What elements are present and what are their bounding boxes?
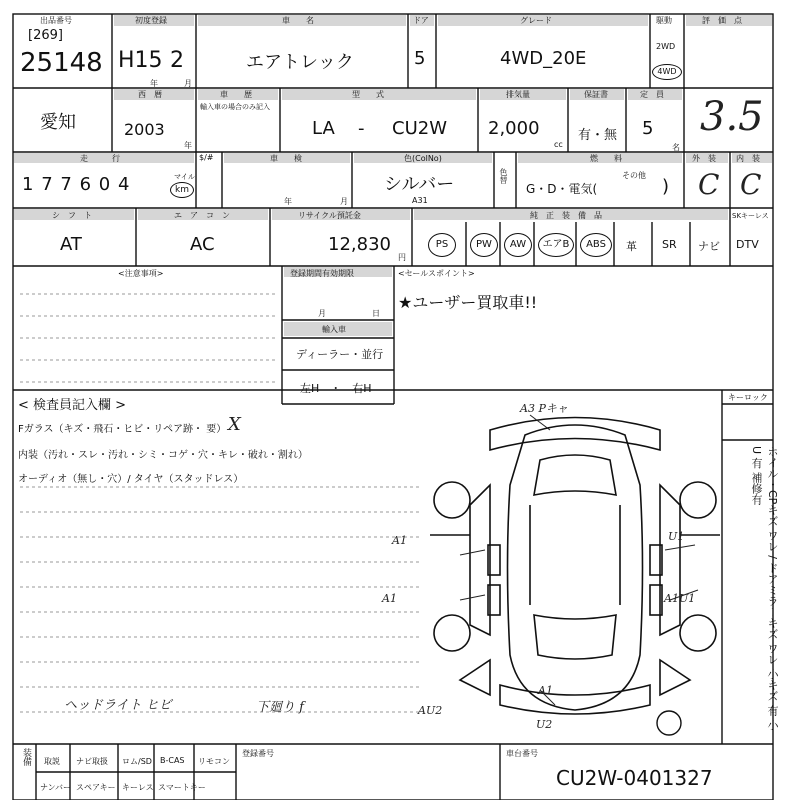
chassis-number: CU2W-0401327 xyxy=(556,766,713,790)
sales-point: ★ユーザー買取車!! xyxy=(398,293,538,312)
model-dash: - xyxy=(358,118,365,139)
first-reg-label: 初度登録 xyxy=(135,16,167,25)
damage-annotation: U1 xyxy=(668,530,685,543)
equip-item: リモコン xyxy=(198,757,230,766)
year-label: 西 暦 xyxy=(138,90,162,99)
region: 愛知 xyxy=(40,112,76,133)
damage-annotation: AU2 xyxy=(418,704,443,717)
expiry-label: 登録期間有効期限 xyxy=(290,269,354,278)
mileage-unit-top: マイル xyxy=(174,173,195,181)
damage-annotation: A1 xyxy=(538,684,553,697)
equip-item: B-CAS xyxy=(160,756,185,765)
displacement: 2,000 xyxy=(488,118,540,139)
interior: C xyxy=(740,168,762,201)
color-change: 色替 xyxy=(499,168,508,184)
first-reg-era: H15 xyxy=(118,48,163,73)
capacity-unit: 名 xyxy=(672,143,680,152)
reg-label: 車 歴 xyxy=(220,90,252,99)
exterior-label: 外 装 xyxy=(692,154,716,163)
lot-number: 25148 xyxy=(20,48,103,78)
smartkey-label: SKキーレス xyxy=(732,212,769,220)
warranty-label: 保証書 xyxy=(584,90,608,99)
displacement-label: 排気量 xyxy=(506,90,530,99)
option-abs-circled: ABS xyxy=(580,233,612,257)
mileage-digits xyxy=(22,174,130,195)
first-reg-month-unit: 月 xyxy=(184,79,192,88)
equip-label: 装備 xyxy=(21,748,31,766)
mileage-digit: 6 xyxy=(79,174,93,195)
option-leather: 革 xyxy=(626,240,637,253)
equip-item: 取説 xyxy=(44,757,60,766)
equip-item: スマートキー xyxy=(158,783,206,792)
damage-annotation: A3 Pキャ xyxy=(520,402,568,415)
s-label: $/# xyxy=(199,153,214,162)
aircon-label: エ ア コ ン xyxy=(174,211,230,220)
warranty: 有・無 xyxy=(578,128,618,143)
drive-4wd-circled: 4WD xyxy=(652,64,682,80)
reg-note: 輸入車の場合のみ記入 xyxy=(200,103,270,111)
legend-circle-icon xyxy=(654,708,684,738)
mileage-digit: 7 xyxy=(41,174,54,195)
mileage-digit: 0 xyxy=(98,174,112,195)
inspection-month: 月 xyxy=(340,197,348,206)
option-ps-circled: PS xyxy=(428,233,456,257)
equip-item: ロム/SD xyxy=(122,757,152,766)
first-reg-month: 2 xyxy=(170,48,184,73)
mileage-unit-km: km xyxy=(170,182,194,198)
import-label: 輸入車 xyxy=(322,325,346,334)
chassis-label: 車台番号 xyxy=(506,749,538,758)
equip-item: ナンバー xyxy=(40,783,72,792)
interior-label: 内 装 xyxy=(736,154,760,163)
handwritten-note-1: ヘッドライト ヒビ xyxy=(64,698,172,713)
handwritten-note-2: 下廻り f xyxy=(256,700,304,715)
fuel-other: その他 xyxy=(622,171,646,180)
recycle-label: リサイクル預託金 xyxy=(298,211,361,220)
option-airbag-circled: エアB xyxy=(538,233,574,257)
first-reg-year-unit: 年 xyxy=(150,79,158,88)
inspector-line2: 内装（汚れ・スレ・汚れ・シミ・コゲ・穴・キレ・破れ・割れ） xyxy=(18,450,308,461)
mileage-digit: 7 xyxy=(60,174,73,195)
regnum-label: 登録番号 xyxy=(242,749,274,758)
option-pw-circled: PW xyxy=(470,233,498,257)
model: CU2W xyxy=(392,118,447,139)
option-dtv: DTV xyxy=(736,238,759,251)
inspector-title: < 検査員記入欄 > xyxy=(18,398,127,413)
inspection-year: 年 xyxy=(284,197,292,206)
damage-annotation: A1U1 xyxy=(664,592,696,605)
door-label: ドア xyxy=(413,16,429,25)
shift-label: シ フ ト xyxy=(52,211,92,220)
year: 2003 xyxy=(124,120,165,139)
expiry-day: 日 xyxy=(372,309,380,318)
color-label: 色(ColNo) xyxy=(404,154,442,163)
damage-legend: ホイル・CPキズ ワレ / ドアミラーキズ ワレ 小キズ 有 小U 有 補修有 xyxy=(750,446,779,731)
color: シルバー xyxy=(384,174,455,195)
doors: 5 xyxy=(414,48,426,69)
drive-label: 駆動 xyxy=(656,16,672,25)
grade-label: グレード xyxy=(520,16,552,25)
inspector-line1-mark: X xyxy=(228,414,241,435)
mileage-label: 走 行 xyxy=(80,154,120,163)
option-aw-circled: AW xyxy=(504,233,532,257)
fuel: G・D・電気( xyxy=(526,182,598,196)
damage-annotation: U2 xyxy=(536,718,553,731)
option-sr: SR xyxy=(662,238,677,251)
equip-item: スペアキー xyxy=(76,783,116,792)
model-label: 型 式 xyxy=(352,90,384,99)
equip-item: ナビ取扱 xyxy=(76,757,108,766)
score-label: 評 価 点 xyxy=(702,16,742,25)
expiry-month: 月 xyxy=(318,309,326,318)
displacement-unit: cc xyxy=(554,140,563,149)
handle: 左H ・ 右H xyxy=(300,382,372,395)
capacity-label: 定 員 xyxy=(640,90,664,99)
equip-item: キーレス xyxy=(122,783,154,792)
shift: AT xyxy=(60,234,82,255)
car-name-label: 車 名 xyxy=(282,16,314,25)
year-unit: 年 xyxy=(184,141,192,150)
fuel-label: 燃 料 xyxy=(590,154,622,163)
inspection-label: 車 検 xyxy=(270,154,302,163)
car-name: エアトレック xyxy=(246,52,354,73)
sales-label: <セールスポイント> xyxy=(398,269,475,278)
aircon: AC xyxy=(190,234,215,255)
car-damage-diagram xyxy=(430,405,720,735)
lot-index: [269] xyxy=(28,28,63,43)
recycle: 12,830 xyxy=(328,234,391,255)
recycle-unit: 円 xyxy=(398,253,406,262)
damage-annotation: A1 xyxy=(382,592,397,605)
fuel-close: ) xyxy=(662,176,670,197)
inspector-line3: オーディオ（無し・穴）/ タイヤ（スタッドレス） xyxy=(18,474,244,485)
options-label: 純 正 装 備 品 xyxy=(530,211,602,220)
grade: 4WD_20E xyxy=(500,48,587,69)
mileage-digit: 1 xyxy=(22,174,35,195)
capacity: 5 xyxy=(642,118,654,139)
caution-label: <注意事項> xyxy=(118,269,164,278)
series-label: 出品番号 xyxy=(40,16,72,25)
exterior: C xyxy=(698,168,720,201)
drive-2wd: 2WD xyxy=(656,42,676,51)
mileage-digit: 4 xyxy=(117,174,131,195)
option-navi: ナビ xyxy=(698,240,720,253)
model-prefix: LA xyxy=(312,118,335,139)
score: 3.5 xyxy=(700,94,764,140)
inspector-line1: Fガラス（キズ・飛石・ヒビ・リペア跡・ 要） xyxy=(18,424,227,435)
dealer: ディーラー・並行 xyxy=(296,348,384,361)
keylock-label: キーロック xyxy=(728,393,768,402)
color-code: A31 xyxy=(412,196,428,205)
damage-annotation: A1 xyxy=(392,534,407,547)
